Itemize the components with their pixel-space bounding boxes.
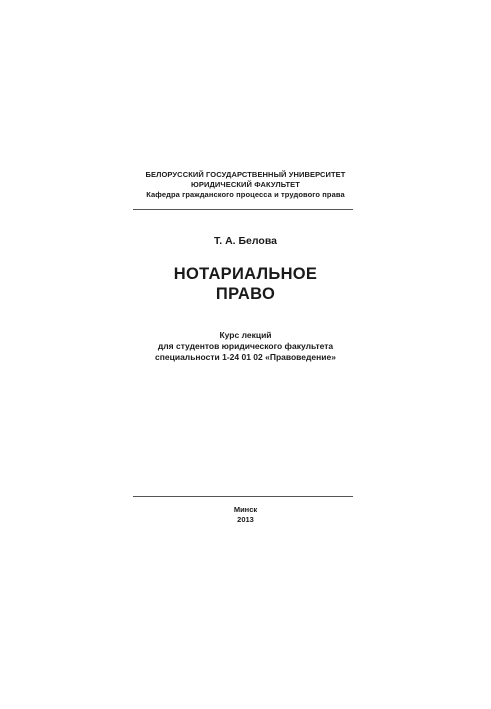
department-name: Кафедра гражданского процесса и трудового права <box>146 190 345 199</box>
subtitle-line-3: специальности 1-24 01 02 «Правоведение» <box>155 352 336 362</box>
bottom-divider <box>133 496 353 497</box>
faculty-name: ЮРИДИЧЕСКИЙ ФАКУЛЬТЕТ <box>191 180 300 189</box>
title-line-2: ПРАВО <box>215 285 276 303</box>
book-subtitle <box>0 330 491 363</box>
imprint <box>0 505 491 525</box>
subtitle-line-1: Курс лекций <box>219 330 272 340</box>
title-line-1: НОТАРИАЛЬНОЕ <box>173 265 318 283</box>
subtitle-line-2: для студентов юридического факультета <box>157 341 334 351</box>
imprint-city: Минск <box>233 505 258 514</box>
university-name: БЕЛОРУССКИЙ ГОСУДАРСТВЕННЫЙ УНИВЕРСИТЕТ <box>145 170 346 179</box>
author-name: Т. А. Белова <box>214 235 277 247</box>
institution-header <box>0 170 491 200</box>
book-title <box>0 264 491 304</box>
imprint-year: 2013 <box>237 515 254 524</box>
top-divider <box>133 209 353 210</box>
